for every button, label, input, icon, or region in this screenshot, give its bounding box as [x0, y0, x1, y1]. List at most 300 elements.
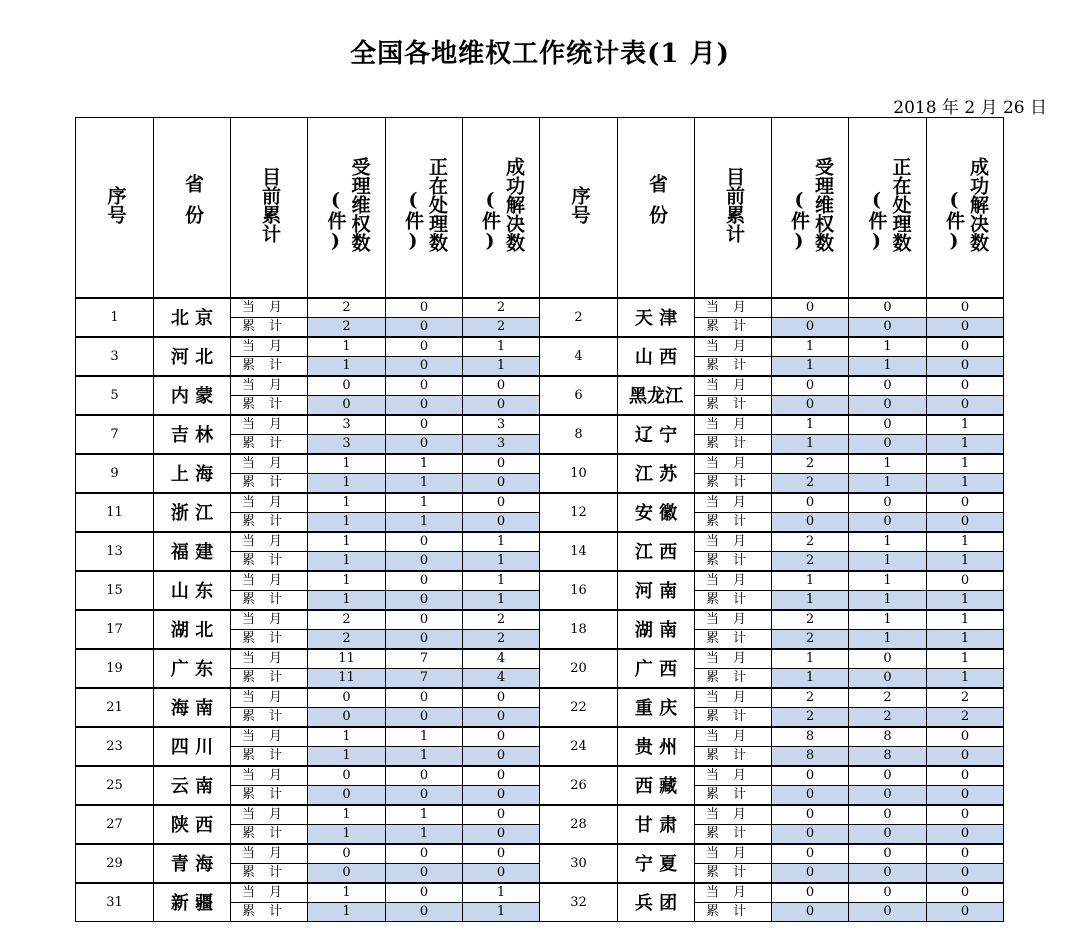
value-cell: 0: [927, 824, 1004, 844]
value-cell: 2: [927, 707, 1004, 727]
value-cell: 0: [849, 395, 927, 415]
value-cell: 2: [308, 317, 386, 337]
row-seq: 3: [76, 337, 154, 376]
row-province: 安 徽: [618, 493, 695, 532]
value-cell: 1: [463, 902, 540, 921]
row-label-month: 当月: [231, 649, 308, 669]
value-cell: 2: [772, 454, 849, 474]
value-cell: 1: [308, 805, 386, 825]
value-cell: 0: [849, 668, 927, 688]
row-province: 云 南: [154, 766, 231, 805]
row-label-month: 当月: [695, 883, 772, 903]
row-province: 吉 林: [154, 415, 231, 454]
value-cell: 0: [386, 766, 463, 786]
row-label-month: 当月: [695, 688, 772, 708]
value-cell: 1: [386, 805, 463, 825]
value-cell: 0: [463, 473, 540, 493]
row-province: 海 南: [154, 688, 231, 727]
value-cell: 1: [849, 532, 927, 552]
row-province: 内 蒙: [154, 376, 231, 415]
value-cell: 2: [463, 298, 540, 318]
row-seq: 15: [76, 571, 154, 610]
value-cell: 0: [849, 766, 927, 786]
value-cell: 1: [463, 356, 540, 376]
value-cell: 0: [386, 434, 463, 454]
row-label-month: 当月: [231, 688, 308, 708]
row-label-month: 当月: [695, 610, 772, 630]
value-cell: 1: [849, 610, 927, 630]
header-seq: 序号: [76, 118, 154, 298]
row-seq: 16: [540, 571, 618, 610]
row-label-month: 当月: [695, 298, 772, 318]
row-label-total: 累计: [695, 824, 772, 844]
value-cell: 0: [308, 785, 386, 805]
value-cell: 0: [849, 649, 927, 669]
header-accepted: (件) 受理维权数: [308, 118, 386, 298]
header-accepted-2: (件) 受理维权数: [772, 118, 849, 298]
value-cell: 0: [386, 785, 463, 805]
row-province: 江 西: [618, 532, 695, 571]
value-cell: 1: [849, 473, 927, 493]
row-label-month: 当月: [231, 766, 308, 786]
value-cell: 1: [463, 590, 540, 610]
value-cell: 0: [463, 785, 540, 805]
row-label-month: 当月: [231, 610, 308, 630]
row-province: 上 海: [154, 454, 231, 493]
row-label-total: 累计: [695, 902, 772, 921]
value-cell: 1: [927, 473, 1004, 493]
value-cell: 2: [308, 629, 386, 649]
row-seq: 13: [76, 532, 154, 571]
value-cell: 0: [849, 376, 927, 396]
value-cell: 2: [463, 629, 540, 649]
row-label-total: 累计: [695, 434, 772, 454]
value-cell: 0: [386, 902, 463, 921]
row-province: 广 东: [154, 649, 231, 688]
value-cell: 1: [927, 629, 1004, 649]
row-label-month: 当月: [695, 649, 772, 669]
value-cell: 0: [463, 688, 540, 708]
row-label-month: 当月: [231, 298, 308, 318]
value-cell: 2: [463, 317, 540, 337]
header-province: 省份: [154, 118, 231, 298]
value-cell: 3: [463, 434, 540, 454]
table-row: [76, 454, 1004, 474]
row-label-month: 当月: [695, 766, 772, 786]
row-label-total: 累计: [695, 629, 772, 649]
row-province: 河 北: [154, 337, 231, 376]
value-cell: 1: [927, 610, 1004, 630]
row-label-month: 当月: [695, 571, 772, 591]
row-province: 福 建: [154, 532, 231, 571]
value-cell: 2: [772, 551, 849, 571]
value-cell: 1: [849, 356, 927, 376]
row-province: 浙 江: [154, 493, 231, 532]
value-cell: 0: [386, 337, 463, 357]
row-seq: 23: [76, 727, 154, 766]
statistics-table: [75, 117, 1004, 922]
value-cell: 0: [308, 376, 386, 396]
value-cell: 0: [927, 337, 1004, 357]
row-label-month: 当月: [231, 376, 308, 396]
value-cell: 1: [772, 337, 849, 357]
row-label-total: 累计: [231, 824, 308, 844]
row-seq: 30: [540, 844, 618, 883]
value-cell: 0: [386, 883, 463, 903]
value-cell: 0: [386, 376, 463, 396]
value-cell: 0: [849, 298, 927, 318]
row-label-total: 累计: [695, 668, 772, 688]
value-cell: 0: [463, 512, 540, 532]
value-cell: 8: [772, 746, 849, 766]
value-cell: 1: [927, 590, 1004, 610]
value-cell: 0: [772, 298, 849, 318]
row-seq: 9: [76, 454, 154, 493]
header-resolved-2: (件) 成功解决数: [927, 118, 1004, 298]
table-row: [76, 883, 1004, 903]
value-cell: 0: [463, 707, 540, 727]
row-province: 天 津: [618, 298, 695, 337]
row-label-month: 当月: [231, 805, 308, 825]
value-cell: 0: [772, 902, 849, 921]
row-label-month: 当月: [695, 376, 772, 396]
row-province: 重 庆: [618, 688, 695, 727]
row-label-total: 累计: [695, 551, 772, 571]
table-row: [76, 688, 1004, 708]
value-cell: 7: [386, 668, 463, 688]
value-cell: 0: [772, 395, 849, 415]
row-province: 四 川: [154, 727, 231, 766]
value-cell: 0: [463, 376, 540, 396]
row-label-total: 累计: [231, 668, 308, 688]
value-cell: 0: [463, 805, 540, 825]
value-cell: 1: [772, 668, 849, 688]
row-seq: 32: [540, 883, 618, 922]
row-seq: 24: [540, 727, 618, 766]
value-cell: 1: [463, 571, 540, 591]
row-seq: 20: [540, 649, 618, 688]
value-cell: 3: [308, 434, 386, 454]
row-label-month: 当月: [695, 532, 772, 552]
value-cell: 1: [772, 649, 849, 669]
value-cell: 0: [849, 415, 927, 435]
row-label-month: 当月: [695, 454, 772, 474]
row-label-total: 累计: [231, 473, 308, 493]
value-cell: 1: [772, 356, 849, 376]
value-cell: 1: [308, 473, 386, 493]
header-processing-2: (件) 正在处理数: [849, 118, 927, 298]
value-cell: 1: [849, 454, 927, 474]
value-cell: 1: [927, 532, 1004, 552]
value-cell: 0: [849, 824, 927, 844]
value-cell: 1: [772, 571, 849, 591]
value-cell: 0: [927, 571, 1004, 591]
value-cell: 0: [772, 785, 849, 805]
row-province: 江 苏: [618, 454, 695, 493]
value-cell: 0: [308, 395, 386, 415]
row-province: 黑龙江: [618, 376, 695, 415]
row-label-total: 累计: [695, 473, 772, 493]
value-cell: 0: [927, 298, 1004, 318]
value-cell: 4: [463, 668, 540, 688]
table-row: [76, 376, 1004, 396]
value-cell: 0: [772, 317, 849, 337]
value-cell: 0: [386, 395, 463, 415]
row-seq: 31: [76, 883, 154, 922]
value-cell: 0: [927, 844, 1004, 864]
value-cell: 0: [386, 415, 463, 435]
value-cell: 2: [772, 473, 849, 493]
table-row: [76, 337, 1004, 357]
value-cell: 1: [772, 590, 849, 610]
table-row: [76, 532, 1004, 552]
value-cell: 1: [308, 727, 386, 747]
value-cell: 8: [849, 727, 927, 747]
value-cell: 1: [308, 337, 386, 357]
row-province: 兵 团: [618, 883, 695, 922]
table-row: [76, 415, 1004, 435]
value-cell: 1: [463, 337, 540, 357]
value-cell: 1: [927, 668, 1004, 688]
row-province: 山 东: [154, 571, 231, 610]
value-cell: 2: [927, 688, 1004, 708]
row-label-total: 累计: [231, 629, 308, 649]
row-label-total: 累计: [695, 746, 772, 766]
value-cell: 0: [927, 512, 1004, 532]
value-cell: 0: [772, 766, 849, 786]
value-cell: 0: [386, 610, 463, 630]
value-cell: 1: [386, 493, 463, 513]
value-cell: 8: [772, 727, 849, 747]
value-cell: 0: [386, 356, 463, 376]
value-cell: 0: [849, 805, 927, 825]
value-cell: 8: [849, 746, 927, 766]
value-cell: 2: [772, 629, 849, 649]
row-seq: 27: [76, 805, 154, 844]
row-label-total: 累计: [695, 356, 772, 376]
row-label-total: 累计: [231, 434, 308, 454]
header-province-2: 省份: [618, 118, 695, 298]
value-cell: 0: [463, 824, 540, 844]
value-cell: 0: [849, 883, 927, 903]
value-cell: 0: [849, 863, 927, 883]
value-cell: 0: [463, 395, 540, 415]
value-cell: 1: [463, 551, 540, 571]
row-province: 河 南: [618, 571, 695, 610]
header-row: [76, 118, 1004, 298]
value-cell: 0: [772, 805, 849, 825]
header-processing: (件) 正在处理数: [386, 118, 463, 298]
row-seq: 10: [540, 454, 618, 493]
value-cell: 0: [386, 551, 463, 571]
value-cell: 1: [927, 551, 1004, 571]
value-cell: 1: [849, 571, 927, 591]
value-cell: 1: [308, 902, 386, 921]
row-label-month: 当月: [231, 454, 308, 474]
value-cell: 0: [463, 746, 540, 766]
value-cell: 2: [772, 610, 849, 630]
value-cell: 0: [308, 844, 386, 864]
row-seq: 8: [540, 415, 618, 454]
value-cell: 0: [927, 317, 1004, 337]
value-cell: 11: [308, 668, 386, 688]
row-province: 北 京: [154, 298, 231, 337]
value-cell: 3: [308, 415, 386, 435]
table-row: [76, 766, 1004, 786]
row-seq: 5: [76, 376, 154, 415]
value-cell: 0: [386, 317, 463, 337]
value-cell: 0: [927, 902, 1004, 921]
header-cumulative: 目前累计: [231, 118, 308, 298]
value-cell: 0: [386, 629, 463, 649]
row-label-month: 当月: [695, 844, 772, 864]
row-province: 陕 西: [154, 805, 231, 844]
row-seq: 21: [76, 688, 154, 727]
row-province: 山 西: [618, 337, 695, 376]
value-cell: 1: [308, 532, 386, 552]
row-label-total: 累计: [231, 707, 308, 727]
row-label-total: 累计: [231, 863, 308, 883]
value-cell: 1: [386, 454, 463, 474]
value-cell: 2: [849, 688, 927, 708]
value-cell: 0: [927, 883, 1004, 903]
value-cell: 0: [927, 805, 1004, 825]
table-row: [76, 298, 1004, 318]
report-date: 2018 年 2 月 26 日: [893, 98, 1047, 118]
row-seq: 1: [76, 298, 154, 337]
value-cell: 0: [386, 532, 463, 552]
value-cell: 1: [308, 454, 386, 474]
value-cell: 1: [772, 415, 849, 435]
row-label-total: 累计: [231, 395, 308, 415]
value-cell: 0: [927, 376, 1004, 396]
value-cell: 0: [386, 688, 463, 708]
row-label-month: 当月: [695, 727, 772, 747]
value-cell: 7: [386, 649, 463, 669]
value-cell: 0: [772, 844, 849, 864]
table-row: [76, 571, 1004, 591]
row-label-total: 累计: [695, 707, 772, 727]
value-cell: 1: [386, 746, 463, 766]
value-cell: 1: [927, 649, 1004, 669]
value-cell: 1: [849, 590, 927, 610]
value-cell: 1: [849, 337, 927, 357]
value-cell: 0: [386, 298, 463, 318]
row-seq: 17: [76, 610, 154, 649]
row-label-month: 当月: [695, 493, 772, 513]
value-cell: 0: [308, 707, 386, 727]
value-cell: 0: [927, 493, 1004, 513]
row-label-month: 当月: [231, 493, 308, 513]
table-row: [76, 805, 1004, 825]
value-cell: 0: [772, 493, 849, 513]
value-cell: 0: [849, 902, 927, 921]
table-row: [76, 610, 1004, 630]
row-province: 宁 夏: [618, 844, 695, 883]
value-cell: 0: [772, 883, 849, 903]
value-cell: 2: [308, 298, 386, 318]
row-seq: 7: [76, 415, 154, 454]
value-cell: 0: [927, 356, 1004, 376]
row-province: 甘 肃: [618, 805, 695, 844]
value-cell: 11: [308, 649, 386, 669]
row-label-month: 当月: [231, 844, 308, 864]
value-cell: 1: [308, 824, 386, 844]
row-label-total: 累计: [231, 590, 308, 610]
value-cell: 1: [308, 590, 386, 610]
value-cell: 0: [849, 512, 927, 532]
row-label-month: 当月: [695, 415, 772, 435]
row-label-month: 当月: [231, 532, 308, 552]
value-cell: 0: [463, 766, 540, 786]
value-cell: 0: [849, 434, 927, 454]
table-row: [76, 493, 1004, 513]
row-label-total: 累计: [695, 590, 772, 610]
table-row: [76, 727, 1004, 747]
header-resolved: (件) 成功解决数: [463, 118, 540, 298]
value-cell: 2: [772, 532, 849, 552]
row-label-month: 当月: [231, 337, 308, 357]
value-cell: 1: [927, 454, 1004, 474]
page-title: 全国各地维权工作统计表(1 月): [350, 39, 730, 69]
value-cell: 0: [849, 317, 927, 337]
row-seq: 6: [540, 376, 618, 415]
row-seq: 18: [540, 610, 618, 649]
row-label-total: 累计: [231, 356, 308, 376]
row-label-total: 累计: [695, 395, 772, 415]
value-cell: 1: [463, 532, 540, 552]
row-seq: 11: [76, 493, 154, 532]
value-cell: 0: [308, 766, 386, 786]
value-cell: 4: [463, 649, 540, 669]
row-province: 贵 州: [618, 727, 695, 766]
row-seq: 2: [540, 298, 618, 337]
row-label-total: 累计: [695, 863, 772, 883]
row-province: 青 海: [154, 844, 231, 883]
row-seq: 4: [540, 337, 618, 376]
value-cell: 0: [927, 785, 1004, 805]
row-seq: 26: [540, 766, 618, 805]
row-label-total: 累计: [231, 785, 308, 805]
row-label-month: 当月: [231, 571, 308, 591]
row-label-total: 累计: [695, 785, 772, 805]
table-row: [76, 844, 1004, 864]
value-cell: 0: [463, 844, 540, 864]
row-province: 辽 宁: [618, 415, 695, 454]
row-label-total: 累计: [231, 551, 308, 571]
value-cell: 0: [849, 785, 927, 805]
value-cell: 1: [386, 512, 463, 532]
table-row: [76, 649, 1004, 669]
row-province: 湖 南: [618, 610, 695, 649]
value-cell: 3: [463, 415, 540, 435]
row-seq: 29: [76, 844, 154, 883]
row-province: 西 藏: [618, 766, 695, 805]
value-cell: 0: [849, 844, 927, 864]
value-cell: 0: [927, 395, 1004, 415]
row-province: 广 西: [618, 649, 695, 688]
row-label-month: 当月: [695, 337, 772, 357]
row-label-month: 当月: [231, 415, 308, 435]
row-label-month: 当月: [695, 805, 772, 825]
row-seq: 22: [540, 688, 618, 727]
value-cell: 2: [772, 707, 849, 727]
row-province: 湖 北: [154, 610, 231, 649]
value-cell: 1: [308, 512, 386, 532]
value-cell: 0: [772, 863, 849, 883]
value-cell: 1: [772, 434, 849, 454]
value-cell: 1: [927, 434, 1004, 454]
